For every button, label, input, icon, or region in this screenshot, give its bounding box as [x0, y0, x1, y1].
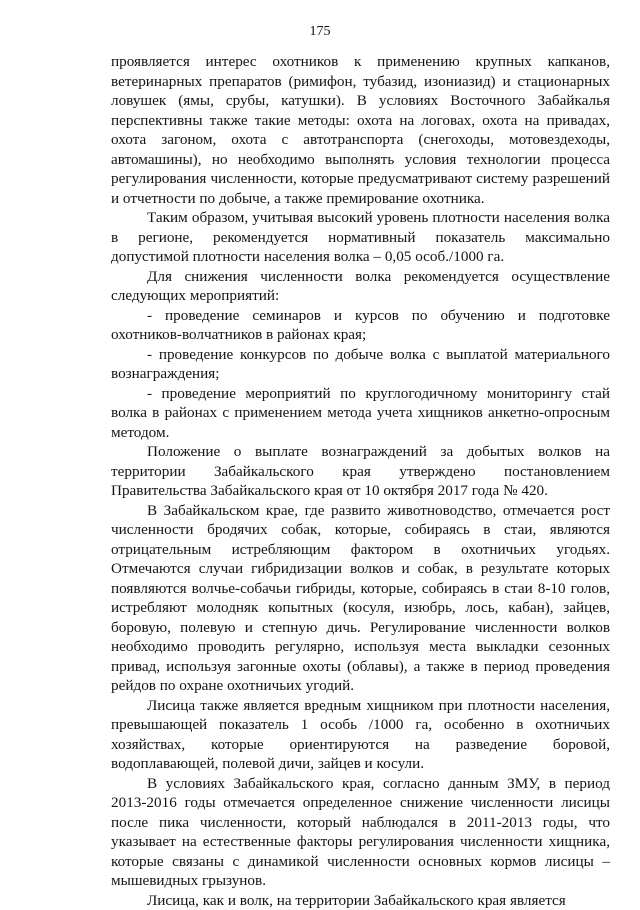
list-item: - проведение конкурсов по добыче волка с выплатой материального вознаграждения; — [111, 345, 610, 384]
paragraph: В Забайкальском крае, где развито животноводство, отмечается рост численности бродячих собак, которые, собираясь в стаи, являются отрицательным истребляющим фактором в охотничьих угодьях. Отмечаются случаи гибридизации волков и собак, в результате которых появляются волчье-собачьи гибриды, которые, собираясь в стаи 8-10 голов, истребляют молодняк копытных (косуля, изюбрь, лось, кабан), зайцев, боровую, полевую и степную дичь. Регулирование численности волков необходимо проводить регулярно, используя места выкладки сезонных привад, используя загонные охоты (облавы), а также в период проведения рейдов по охране охотничьих угодий. — [111, 501, 610, 696]
paragraph: Лисица, как и волк, на территории Забайкальского края является — [111, 891, 610, 910]
paragraph: В условиях Забайкальского края, согласно данным ЗМУ, в период 2013-2016 годы отмечается определенное снижение численности лисицы после пика численности, который наблюдался в 2011-2013 годы, что указывает на естественные факторы регулирования численности хищника, которые связаны с динамикой численности основных кормов лисицы – мышевидных грызунов. — [111, 774, 610, 891]
page-number: 175 — [0, 24, 640, 40]
body-text — [111, 52, 610, 910]
list-item: - проведение семинаров и курсов по обучению и подготовке охотников-волчатников в районах края; — [111, 306, 610, 345]
paragraph: Таким образом, учитывая высокий уровень плотности населения волка в регионе, рекомендуется нормативный показатель максимально допустимой плотности населения волка – 0,05 особ./1000 га. — [111, 208, 610, 267]
paragraph: Для снижения численности волка рекомендуется осуществление следующих мероприятий: — [111, 267, 610, 306]
list-item: - проведение мероприятий по круглогодичному мониторингу стай волка в районах с применением метода учета хищников анкетно-опросным методом. — [111, 384, 610, 443]
paragraph: Положение о выплате вознаграждений за добытых волков на территории Забайкальского края утверждено постановлением Правительства Забайкальского края от 10 октября 2017 года № 420. — [111, 442, 610, 501]
paragraph: Лисица также является вредным хищником при плотности населения, превышающей показатель 1 особь /1000 га, особенно в охотничьих хозяйствах, которые ориентируются на разведение боровой, водоплавающей, полевой дичи, зайцев и косули. — [111, 696, 610, 774]
paragraph: проявляется интерес охотников к применению крупных капканов, ветеринарных препаратов (римифон, тубазид, изониазид) и стационарных ловушек (ямы, срубы, катушки). В условиях Восточного Забайкалья перспективны также такие методы: охота на логовах, охота на привадах, охота загоном, охота с автотранспорта (снегоходы, мотовездеходы, автомашины), но необходимо выполнять условия технологии процесса регулирования численности, которые предусматривают систему разрешений и отчетности по добыче, а также премирование охотника. — [111, 52, 610, 208]
